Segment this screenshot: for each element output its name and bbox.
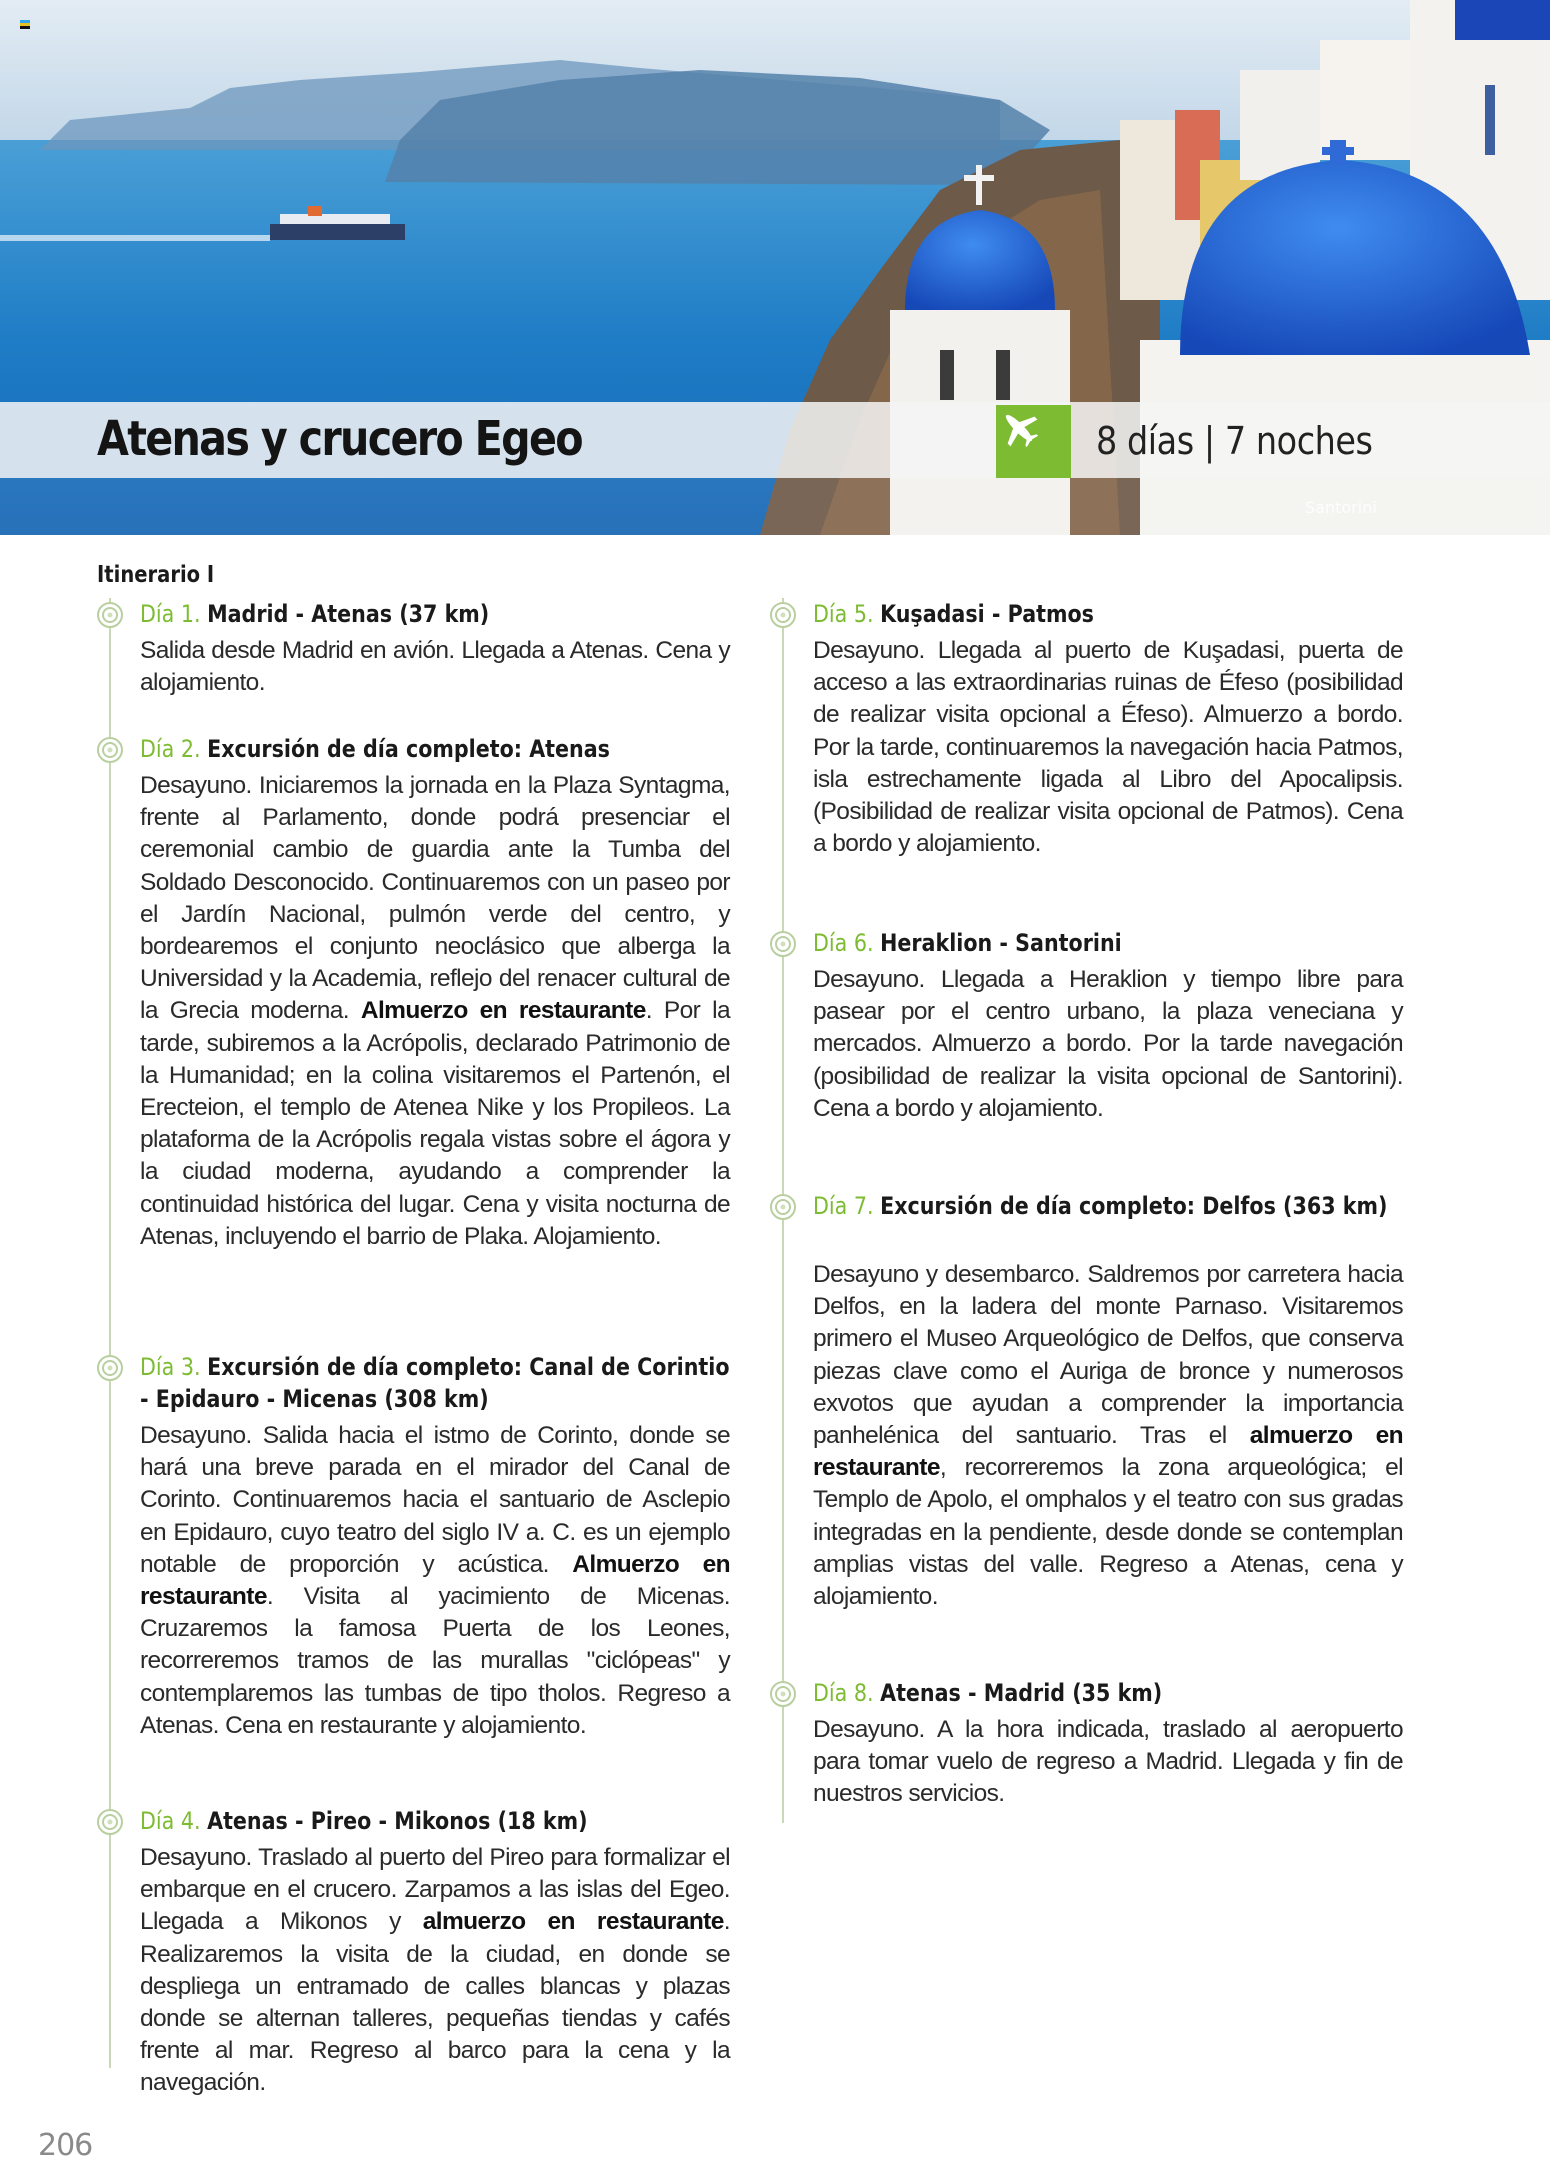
day-heading: [140, 598, 656, 630]
airplane-icon: [996, 405, 1042, 451]
day-heading: [813, 598, 1329, 630]
day-heading: [140, 1351, 733, 1415]
day-title: Atenas - Madrid (35 km): [880, 1679, 1163, 1707]
day-title: Kuşadasi - Patmos: [880, 600, 1094, 628]
print-registration-mark: [20, 20, 30, 30]
description-text: Desayuno. Traslado al puerto del Pireo para formalizar el embarque en el crucero. Zarpamos a las islas del Egeo. Llegada a Mikonos y: [140, 1844, 730, 1936]
photo-caption: Santorini: [1305, 498, 1377, 517]
day-title: Excursión de día completo: Canal de Corintio - Epidauro - Micenas (308 km): [140, 1353, 730, 1413]
day-title: Heraklion - Santorini: [880, 929, 1122, 957]
timeline-marker-icon: [95, 735, 125, 765]
description-text: Salida desde Madrid en avión. Llegada a Atenas. Cena y alojamiento.: [140, 637, 730, 697]
day-number: Día 3.: [140, 1353, 208, 1381]
day-title: Atenas - Pireo - Mikonos (18 km): [207, 1807, 588, 1835]
description-text: Desayuno. A la hora indicada, traslado al aeropuerto para tomar vuelo de regreso a Madrid. Llegada y fin de nuestros servicios.: [813, 1716, 1403, 1808]
day-heading: [140, 1805, 656, 1837]
trip-title: Atenas y crucero Egeo: [97, 411, 582, 467]
day-description: [813, 1714, 1403, 1811]
timeline-marker-icon: [768, 1192, 798, 1222]
description-text: . Visita al yacimiento de Micenas. Cruzaremos la famosa Puerta de los Leones, recorreremos tramos de las murallas "ciclópeas" y contemplaremos las tumbas de tipo tholos. Regreso a Atenas. Cena en restaurante y alojamiento.: [140, 1583, 730, 1739]
day-heading: [140, 733, 656, 765]
description-text: . Realizaremos la visita de la ciudad, en donde se despliega un entramado de calles blancas y plazas donde se alternan talleres, pequeñas tiendas y cafés frente al mar. Regreso al barco para la cena y la navegación.: [140, 1908, 730, 2097]
highlight-text: Almuerzo en restaurante: [360, 997, 646, 1025]
day-number: Día 7.: [813, 1192, 881, 1220]
day-number: Día 8.: [813, 1679, 881, 1707]
timeline-marker-icon: [768, 600, 798, 630]
description-text: Desayuno. Salida hacia el istmo de Corinto, donde se hará una breve parada en el mirador del Canal de Corinto. Continuaremos hacia el santuario de Asclepio en Epidauro, cuyo teatro del siglo IV a. C. es un ejemplo notable de proporción y acústica.: [140, 1422, 730, 1578]
day-description: [813, 635, 1403, 860]
timeline-marker-icon: [95, 600, 125, 630]
day-description: [140, 1842, 730, 2100]
description-text: Desayuno. Iniciaremos la jornada en la Plaza Syntagma, frente al Parlamento, donde podrá presenciar el ceremonial cambio de guardia ante la Tumba del Soldado Desconocido. Continuaremos con un paseo por el Jardín Nacional, pulmón verde del centro, y bordearemos el conjunto neoclásico que alberga la Universidad y la Academia, reflejo del renacer cultural de la Grecia moderna.: [140, 772, 730, 1025]
description-text: , recorreremos la zona arqueológica; el Templo de Apolo, el omphalos y el teatro con sus gradas integradas en la pendiente, desde donde se contemplan amplias vistas del valle. Regreso a Atenas, cena y alojamiento.: [813, 1454, 1403, 1611]
day-heading: [813, 927, 1329, 959]
day-title: Excursión de día completo: Delfos (363 km): [880, 1192, 1388, 1220]
description-text: Desayuno y desembarco. Saldremos por carretera hacia Delfos, en la ladera del monte Parnaso. Visitaremos primero el Museo Arqueológico de Delfos, que conserva piezas clave como el Auriga de bronce y numerosos exvotos que ayudan a comprender la importancia panhelénica del santuario. Tras el: [813, 1261, 1403, 1450]
timeline-marker-icon: [768, 1679, 798, 1709]
day-description: [140, 770, 730, 1253]
day-heading: [813, 1677, 1329, 1709]
timeline-marker-icon: [768, 929, 798, 959]
day-description: [140, 1420, 730, 1742]
day-description: [140, 635, 730, 699]
timeline-line: [109, 598, 111, 2068]
page-number: 206: [38, 2128, 93, 2163]
day-number: Día 2.: [140, 735, 208, 763]
timeline-marker-icon: [95, 1353, 125, 1383]
description-text: . Por la tarde, subiremos a la Acrópolis, declarado Patrimonio de la Humanidad; en la colina visitaremos el Partenón, el Erecteion, el templo de Atenea Nike y los Propileos. La plataforma de la Acrópolis regala vistas sobre el ágora y la ciudad moderna, ayudando a comprender la continuidad histórica del lugar. Cena y visita nocturna de Atenas, incluyendo el barrio de Plaka. Alojamiento.: [140, 997, 730, 1250]
day-number: Día 5.: [813, 600, 881, 628]
day-description: [813, 1259, 1403, 1613]
day-description: [813, 964, 1403, 1125]
day-number: Día 6.: [813, 929, 881, 957]
description-text: Desayuno. Llegada al puerto de Kuşadasi, puerta de acceso a las extraordinarias ruinas de Éfeso (posibilidad de realizar visita opcional a Éfeso). Almuerzo a bordo. Por la tarde, continuaremos la navegación hacia Patmos, isla estrechamente ligada al Libro del Apocalipsis. (Posibilidad de realizar visita opcional de Patmos). Cena a bordo y alojamiento.: [813, 637, 1403, 858]
highlight-text: almuerzo en restaurante: [813, 1422, 1403, 1482]
day-heading: [813, 1190, 1406, 1222]
day-number: Día 1.: [140, 600, 208, 628]
transport-badge: [996, 405, 1071, 478]
day-number: Día 4.: [140, 1807, 208, 1835]
day-title: Madrid - Atenas (37 km): [207, 600, 490, 628]
day-title: Excursión de día completo: Atenas: [207, 735, 610, 763]
hero-photo: [0, 0, 1550, 535]
highlight-text: almuerzo en restaurante: [422, 1908, 724, 1936]
timeline-marker-icon: [95, 1807, 125, 1837]
itinerary-label: Itinerario I: [97, 562, 215, 588]
trip-duration: 8 días | 7 noches: [1096, 419, 1373, 463]
highlight-text: Almuerzo en restaurante: [140, 1550, 730, 1611]
description-text: Desayuno. Llegada a Heraklion y tiempo libre para pasear por el centro urbano, la plaza veneciana y mercados. Almuerzo a bordo. Por la tarde navegación (posibilidad de realizar la visita opcional de Santorini). Cena a bordo y alojamiento.: [813, 966, 1403, 1122]
